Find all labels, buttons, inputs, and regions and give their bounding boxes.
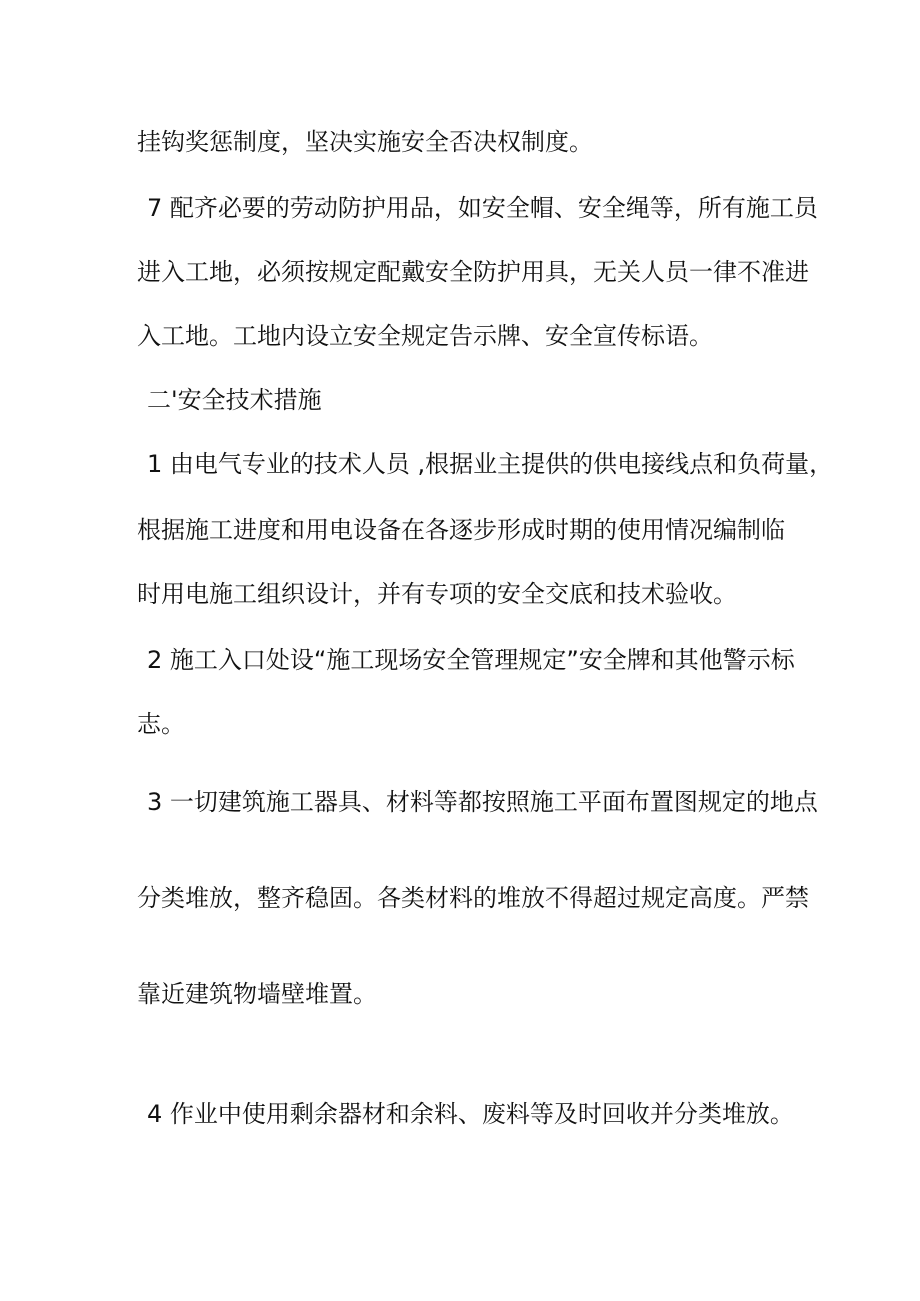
text-line: 4 作业中使用剩余器材和余料、废料等及时回收并分类堆放。 [147, 1100, 794, 1128]
text-line: 7 配齐必要的劳动防护用品，如安全帽、安全绳等，所有施工员 [147, 194, 818, 222]
text-line: 3 一切建筑施工器具、材料等都按照施工平面布置图规定的地点 [147, 788, 818, 816]
text-line: 1 由电气专业的技术人员 ,根据业主提供的供电接线点和负荷量， [147, 450, 834, 478]
text-line: 根据施工进度和用电设备在各逐步形成时期的使用情况编制临 [137, 516, 785, 544]
text-line: 靠近建筑物墙壁堆置。 [137, 980, 377, 1008]
text-line: 志。 [137, 710, 185, 738]
text-line: 挂钩奖惩制度，坚决实施安全否决权制度。 [137, 128, 593, 156]
text-line: 入工地。工地内设立安全规定告示牌、安全宣传标语。 [137, 322, 713, 350]
text-line: 2 施工入口处设“施工现场安全管理规定”安全牌和其他警示标 [147, 646, 795, 674]
text-line: 分类堆放，整齐稳固。各类材料的堆放不得超过规定高度。严禁 [137, 884, 809, 912]
section-heading: 二'安全技术措施 [147, 386, 322, 414]
text-line: 进入工地，必须按规定配戴安全防护用具，无关人员一律不准进 [137, 258, 809, 286]
text-line: 时用电施工组织设计，并有专项的安全交底和技术验收。 [137, 580, 737, 608]
